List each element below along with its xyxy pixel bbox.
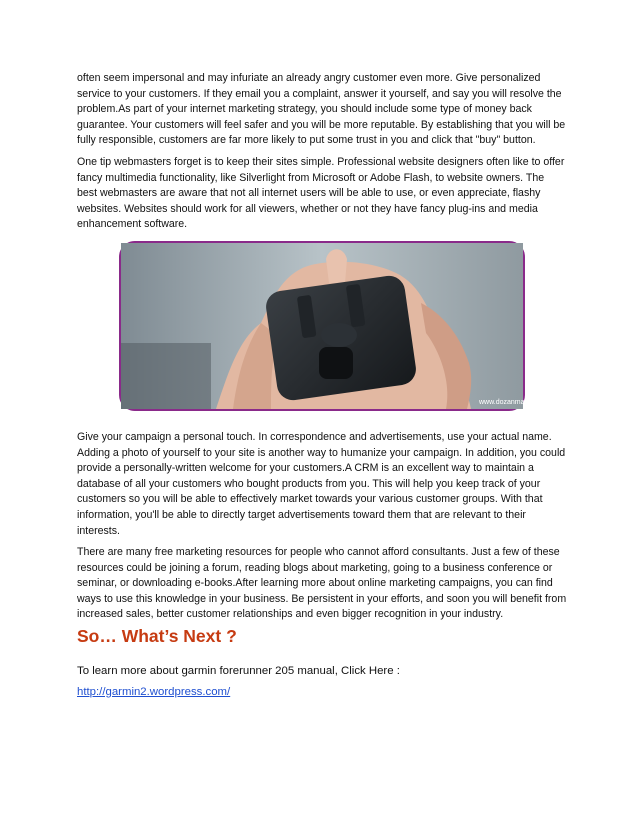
paragraph-personal-touch: Give your campaign a personal touch. In correspondence and advertisements, use your actual name. Adding a photo of yourself to your site is another way to humanize your campaign. In addition, you could provide a personally-written welcome for your customers.A CRM is an excellent way to maintain a database of all your customers who bought products from you. This will help you keep track of your customers so you will be able to effectively market towards your various customer groups. With that information, you'll be able to directly target advertisements toward them that are relevant to their interests.: [77, 431, 566, 537]
paragraph-free-resources: There are many free marketing resources for people who cannot afford consultants. Just a few of these resources could be joining a forum, reading blogs about marketing, going to a business conference or seminar, or downloading e-books.After learning more about online marketing campaigns, you can find ways to use this knowledge in your business. Be persistent in your efforts, and soon you will benefit from increased sales, better customer relationships and even bigger recognition in your industry.: [77, 546, 567, 621]
learn-more-text: To learn more about garmin forerunner 205 manual, Click Here :: [77, 665, 400, 677]
section-heading: So… What’s Next ?: [77, 626, 237, 646]
paragraph-customer-service: often seem impersonal and may infuriate an already angry customer even more. Give personalized service to your customers. If they email you a complaint, answer it yourself, and say you will resolve the problem.As part of your internet marketing strategy, you should include some type of money back guarantee. Your customers will feel safer and you will be more reputable. By establishing that you will be fully responsible, customers are far more likely to put some trust in you and click that "buy" button.: [77, 72, 566, 147]
garmin-link[interactable]: http://garmin2.wordpress.com/: [77, 686, 231, 698]
photo-hand-holding-adapter: [119, 241, 529, 411]
paragraph-simple-sites: One tip webmasters forget is to keep their sites simple. Professional website designers often like to offer fancy multimedia functionality, like Silverlight from Microsoft or Adobe Flash, to website owners. The best webmasters are aware that not all internet users will be able to use, or even appreciate, flashy websites. Websites should work for all viewers, whether or not they have fancy plug-ins and media enhancement software.: [77, 156, 565, 231]
photo-watermark: www.dozanmah: [479, 399, 529, 406]
power-adapter: [264, 274, 418, 402]
